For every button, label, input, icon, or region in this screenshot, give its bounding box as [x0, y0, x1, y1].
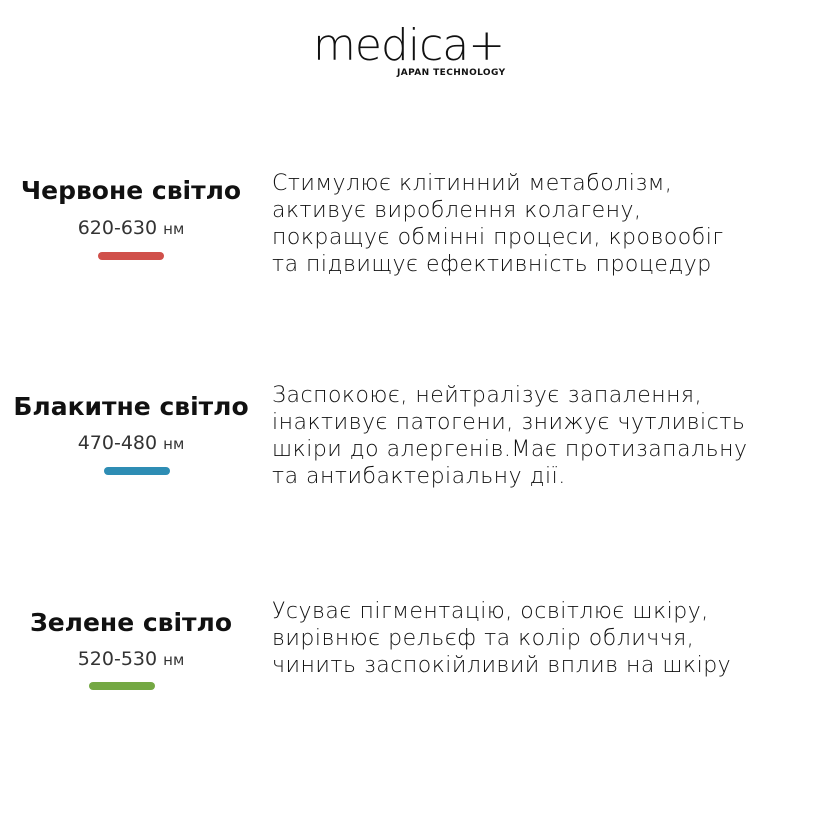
wavelength-unit: нм	[163, 435, 185, 453]
color-bar	[89, 682, 155, 690]
wavelength-value: 470-480	[77, 432, 158, 454]
brand-tagline: JAPAN TECHNOLOGY	[397, 68, 506, 78]
color-bar	[98, 252, 164, 260]
light-wavelength	[0, 431, 262, 456]
wavelength-value: 620-630	[77, 217, 158, 239]
light-description	[272, 170, 832, 278]
light-wavelength	[0, 216, 262, 241]
description-line: вирівнює рельєф та колір обличчя,	[272, 626, 695, 651]
description-line: Стимулює клітинний метаболізм,	[272, 171, 673, 196]
light-description	[272, 598, 832, 679]
wavelength-unit: нм	[163, 220, 185, 238]
description-line: інактивує патогени, знижує чутливість	[272, 410, 746, 435]
wavelength-value: 520-530	[77, 648, 158, 670]
description-line: покращує обмінні процеси, кровообіг	[272, 225, 724, 250]
light-description	[272, 382, 832, 490]
light-title: Червоне світло	[20, 176, 242, 205]
description-line: та підвищує ефективність процедур	[272, 252, 712, 277]
description-line: Усуває пігментацію, освітлює шкіру,	[272, 599, 709, 624]
wavelength-unit: нм	[163, 651, 185, 669]
light-title: Блакитне світло	[13, 392, 249, 421]
light-section-red	[0, 172, 835, 312]
description-line: активує вироблення колагену,	[272, 198, 642, 223]
light-section-green	[0, 599, 835, 742]
description-line: чинить заспокійливий вплив на шкіру	[272, 653, 732, 678]
description-line: Заспокоює, нейтралізує запалення,	[272, 383, 703, 408]
light-wavelength	[0, 647, 262, 672]
light-title: Зелене світло	[29, 608, 233, 637]
light-section-blue	[0, 383, 835, 526]
brand-logo	[313, 22, 523, 82]
description-line: шкіри до алергенів.Має протизапальну	[272, 437, 748, 462]
color-bar	[104, 467, 170, 475]
description-line: та антибактеріальну дії.	[272, 464, 566, 489]
brand-name: medica+	[313, 20, 505, 71]
